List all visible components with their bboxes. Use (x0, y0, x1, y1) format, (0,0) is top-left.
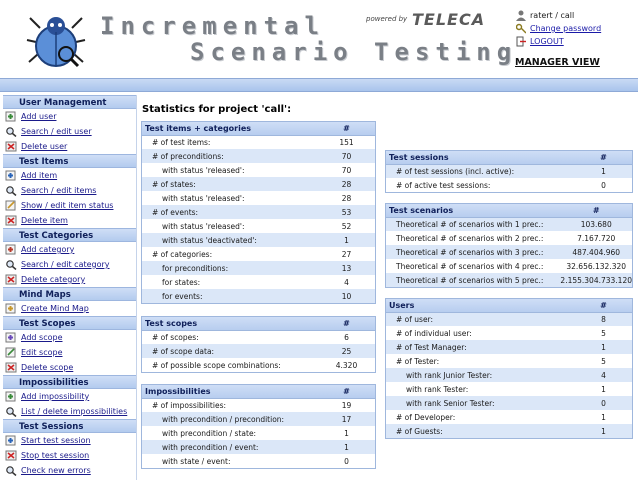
stats-table (386, 151, 632, 192)
brand-logo: TELECA (412, 10, 486, 29)
stat-value: 13 (315, 261, 375, 275)
table-row (142, 247, 375, 261)
sidebar-item-label[interactable]: Add user (21, 112, 57, 121)
table-row (142, 440, 375, 454)
table-row (142, 149, 375, 163)
panel-test-scenarios (385, 203, 633, 288)
sidebar-item[interactable] (3, 404, 136, 419)
stat-value: 1 (315, 233, 375, 247)
stat-value: 4 (344, 277, 349, 287)
sidebar-item[interactable] (3, 139, 136, 154)
stat-label: with precondition / event: (142, 440, 315, 454)
table-row (142, 275, 375, 289)
stat-label: # of events: (142, 205, 315, 219)
stat-label: with status 'released': (162, 221, 245, 231)
sidebar-item-label[interactable]: Stop test session (21, 451, 90, 460)
add-item-icon (5, 170, 17, 181)
stat-label: # of impossibilities: (152, 400, 227, 410)
table-row (142, 261, 375, 275)
delete-user-icon (5, 141, 17, 152)
stat-value: 8 (572, 312, 632, 326)
stat-label: Theoretical # of scenarios with 3 prec.: (386, 245, 557, 259)
sidebar-menu (3, 95, 137, 480)
table-row (142, 344, 375, 358)
sidebar-item-label[interactable]: Delete item (21, 216, 68, 225)
stat-value: 70 (341, 165, 352, 175)
table-row (386, 245, 632, 259)
stop-session-icon (5, 450, 17, 461)
current-user: ratert / call (530, 11, 575, 20)
logout-icon (516, 36, 526, 47)
stat-label: # of scope data: (142, 344, 315, 358)
stat-value: 487.404.960 (557, 245, 632, 259)
stat-value: 1 (601, 412, 606, 422)
stat-value: 1 (572, 340, 632, 354)
sidebar-item-label[interactable]: Add item (21, 171, 58, 180)
item-status-icon (5, 200, 17, 211)
stat-label: with status 'released': (162, 165, 245, 175)
stat-label: # of individual user: (396, 328, 472, 338)
panel-impossibilities (141, 384, 376, 469)
stat-value: 4.320 (335, 360, 358, 370)
table-row (142, 358, 375, 372)
sidebar-item-label[interactable]: Delete user (21, 142, 68, 151)
stat-value: 53 (315, 205, 375, 219)
sidebar-item-label[interactable]: Check new errors (21, 466, 91, 475)
table-row (142, 135, 375, 149)
panel-header: Impossibilities (142, 385, 315, 398)
search-user-icon (5, 126, 17, 137)
stat-label: with state / event: (162, 456, 231, 466)
manager-view-link[interactable]: MANAGER VIEW (515, 57, 600, 68)
stat-value: 0 (601, 180, 606, 190)
stat-value: 32.656.132.320 (566, 261, 627, 271)
list-impossibilities-icon (5, 406, 17, 417)
sidebar-item-label[interactable]: Delete category (21, 275, 86, 284)
table-row (386, 368, 632, 382)
sidebar-heading: Test Items (3, 154, 136, 168)
sidebar-item[interactable] (3, 257, 136, 272)
stat-value: 6 (344, 332, 349, 342)
stat-value: 5 (601, 356, 606, 366)
check-errors-icon (5, 465, 17, 476)
sidebar-item-label[interactable]: Add scope (21, 333, 63, 342)
table-row (142, 398, 375, 412)
stat-label: Theoretical # of scenarios with 4 prec.: (396, 261, 544, 271)
sidebar-heading: Impossibilities (3, 375, 136, 389)
sidebar-item[interactable] (3, 183, 136, 198)
sidebar-item-label[interactable]: Add impossibility (21, 392, 90, 401)
sidebar-item-label[interactable]: Delete scope (21, 363, 74, 372)
stat-label: # of Tester: (396, 356, 440, 366)
stat-label: # of Developer: (396, 412, 456, 422)
app-header (0, 0, 638, 76)
sidebar-item[interactable] (3, 463, 136, 478)
bug-logo-icon (26, 10, 86, 70)
table-row (386, 340, 632, 354)
stat-label: with precondition / precondition: (142, 412, 315, 426)
app-title-line1: Incremental (100, 12, 325, 40)
stat-value: 70 (315, 149, 375, 163)
table-row (142, 191, 375, 205)
stat-label: # of scopes: (152, 332, 199, 342)
panel-num-header: # (557, 204, 632, 217)
stat-value: 2.155.304.733.120 (557, 273, 632, 287)
page-title: Statistics for project 'call': (142, 104, 292, 115)
add-user-icon (5, 111, 17, 122)
add-scope-icon (5, 332, 17, 343)
panel-num-header: # (572, 151, 632, 164)
sidebar-item[interactable] (3, 389, 136, 404)
table-row (386, 217, 632, 231)
table-row (142, 289, 375, 303)
table-row (386, 424, 632, 438)
sidebar-item[interactable] (3, 360, 136, 375)
stat-label: # of Guests: (386, 424, 572, 438)
search-items-icon (5, 185, 17, 196)
user-box (516, 9, 636, 48)
sidebar-item[interactable] (3, 345, 136, 360)
search-category-icon (5, 259, 17, 270)
sidebar-item[interactable] (3, 213, 136, 228)
sidebar-item-label[interactable]: Search / edit category (21, 260, 110, 269)
stat-label: with rank Tester: (406, 384, 469, 394)
stat-label: Theoretical # of scenarios with 2 prec.: (396, 233, 544, 243)
delete-scope-icon (5, 362, 17, 373)
panel-header: Test sessions (386, 151, 572, 164)
sidebar-item[interactable] (3, 109, 136, 124)
table-row (386, 396, 632, 410)
sidebar-item-label[interactable]: Edit scope (21, 348, 63, 357)
stat-label: for preconditions: (142, 261, 315, 275)
panel-num-header: # (315, 385, 375, 398)
delete-category-icon (5, 274, 17, 285)
table-row (386, 354, 632, 368)
stat-value: 28 (315, 177, 375, 191)
stats-table (386, 204, 632, 287)
stat-label: with rank Junior Tester: (386, 368, 572, 382)
stat-value: 5 (601, 328, 606, 338)
delete-item-icon (5, 215, 17, 226)
table-row (386, 410, 632, 424)
stat-value: 25 (315, 344, 375, 358)
panel-num-header: # (315, 122, 375, 135)
start-session-icon (5, 435, 17, 446)
stat-label: Theoretical # of scenarios with 5 prec.: (386, 273, 557, 287)
stats-table (142, 122, 375, 303)
stat-value: 10 (315, 289, 375, 303)
sidebar-item-label[interactable]: List / delete impossibilities (21, 407, 128, 416)
sidebar-item-label[interactable]: Search / edit items (21, 186, 97, 195)
table-row (386, 259, 632, 273)
table-row (386, 231, 632, 245)
stat-value: 1 (572, 164, 632, 178)
mind-map-icon (5, 303, 17, 314)
sidebar-item-label[interactable]: Start test session (21, 436, 91, 445)
sidebar-item[interactable] (3, 242, 136, 257)
stat-label: # of possible scope combinations: (152, 360, 281, 370)
stat-label: # of test sessions (incl. active): (386, 164, 572, 178)
stat-label: # of categories: (152, 249, 213, 259)
sidebar-item-label[interactable]: Add category (21, 245, 75, 254)
sidebar-heading: Test Categories (3, 228, 136, 242)
sidebar-item[interactable] (3, 124, 136, 139)
add-category-icon (5, 244, 17, 255)
sidebar-item[interactable] (3, 330, 136, 345)
stat-label: with rank Senior Tester: (386, 396, 572, 410)
panel-num-header: # (315, 317, 375, 330)
stat-label: for states: (162, 277, 201, 287)
stat-label: # of active test sessions: (396, 180, 491, 190)
stat-value: 52 (341, 221, 352, 231)
stats-table (142, 317, 375, 372)
stat-value: 151 (339, 137, 354, 147)
edit-scope-icon (5, 347, 17, 358)
panel-items-categories (141, 121, 376, 304)
stat-value: 28 (341, 193, 352, 203)
stat-value: 19 (341, 400, 352, 410)
table-row (142, 426, 375, 440)
table-row (142, 219, 375, 233)
table-row (142, 205, 375, 219)
stat-value: 1 (572, 424, 632, 438)
app-title-line2: Scenario Testing (190, 38, 518, 66)
table-row (142, 177, 375, 191)
stat-label: Theoretical # of scenarios with 1 prec.: (386, 217, 557, 231)
table-row (142, 412, 375, 426)
sidebar-item[interactable] (3, 272, 136, 287)
table-row (142, 233, 375, 247)
panel-users (385, 298, 633, 439)
table-row (142, 163, 375, 177)
stat-value: 1 (601, 384, 606, 394)
key-icon (516, 23, 526, 34)
stat-label: # of test items: (152, 137, 211, 147)
stat-value: 4 (572, 368, 632, 382)
top-bar (0, 78, 638, 92)
stat-label: with status 'deactivated': (142, 233, 315, 247)
sidebar-item[interactable] (3, 198, 136, 213)
stat-value: 103.680 (557, 217, 632, 231)
panel-header: Test scopes (142, 317, 315, 330)
sidebar-heading: Test Scopes (3, 316, 136, 330)
panel-header: Test scenarios (386, 204, 557, 217)
stat-label: # of preconditions: (142, 149, 315, 163)
logout-link[interactable]: LOGOUT (530, 37, 564, 46)
table-row (386, 164, 632, 178)
stat-value: 0 (572, 396, 632, 410)
powered-by-label: powered by (366, 15, 408, 23)
sidebar-item[interactable] (3, 168, 136, 183)
stat-value: 7.167.720 (577, 233, 616, 243)
stats-table (386, 299, 632, 438)
sidebar-heading: Mind Maps (3, 287, 136, 301)
sidebar-item[interactable] (3, 433, 136, 448)
table-row (142, 330, 375, 344)
panel-num-header: # (572, 299, 632, 312)
sidebar-item[interactable] (3, 301, 136, 316)
table-row (386, 273, 632, 287)
stat-label: for events: (142, 289, 315, 303)
sidebar-item-label[interactable]: Show / edit item status (21, 201, 114, 210)
stat-label: # of states: (142, 177, 315, 191)
sidebar-heading: Test Sessions (3, 419, 136, 433)
panel-test-sessions (385, 150, 633, 193)
stat-value: 1 (315, 440, 375, 454)
table-row (386, 382, 632, 396)
stat-label: with status 'released': (162, 193, 245, 203)
stat-label: # of user: (386, 312, 572, 326)
sidebar-item[interactable] (3, 448, 136, 463)
stat-value: 1 (344, 428, 349, 438)
panel-header: Test items + categories (142, 122, 315, 135)
stat-value: 0 (344, 456, 349, 466)
table-row (386, 326, 632, 340)
stat-label: with precondition / state: (162, 428, 257, 438)
sidebar-item-label[interactable]: Create Mind Map (21, 304, 89, 313)
add-impossibility-icon (5, 391, 17, 402)
sidebar-item-label[interactable]: Search / edit user (21, 127, 92, 136)
panel-header: Users (386, 299, 572, 312)
stat-value: 27 (341, 249, 352, 259)
stat-value: 17 (315, 412, 375, 426)
sidebar-heading: User Management (3, 95, 136, 109)
user-icon (516, 10, 526, 21)
panel-test-scopes (141, 316, 376, 373)
table-row (142, 454, 375, 468)
stats-table (142, 385, 375, 468)
table-row (386, 312, 632, 326)
change-password-link[interactable]: Change password (530, 24, 602, 33)
stat-label: # of Test Manager: (386, 340, 572, 354)
table-row (386, 178, 632, 192)
